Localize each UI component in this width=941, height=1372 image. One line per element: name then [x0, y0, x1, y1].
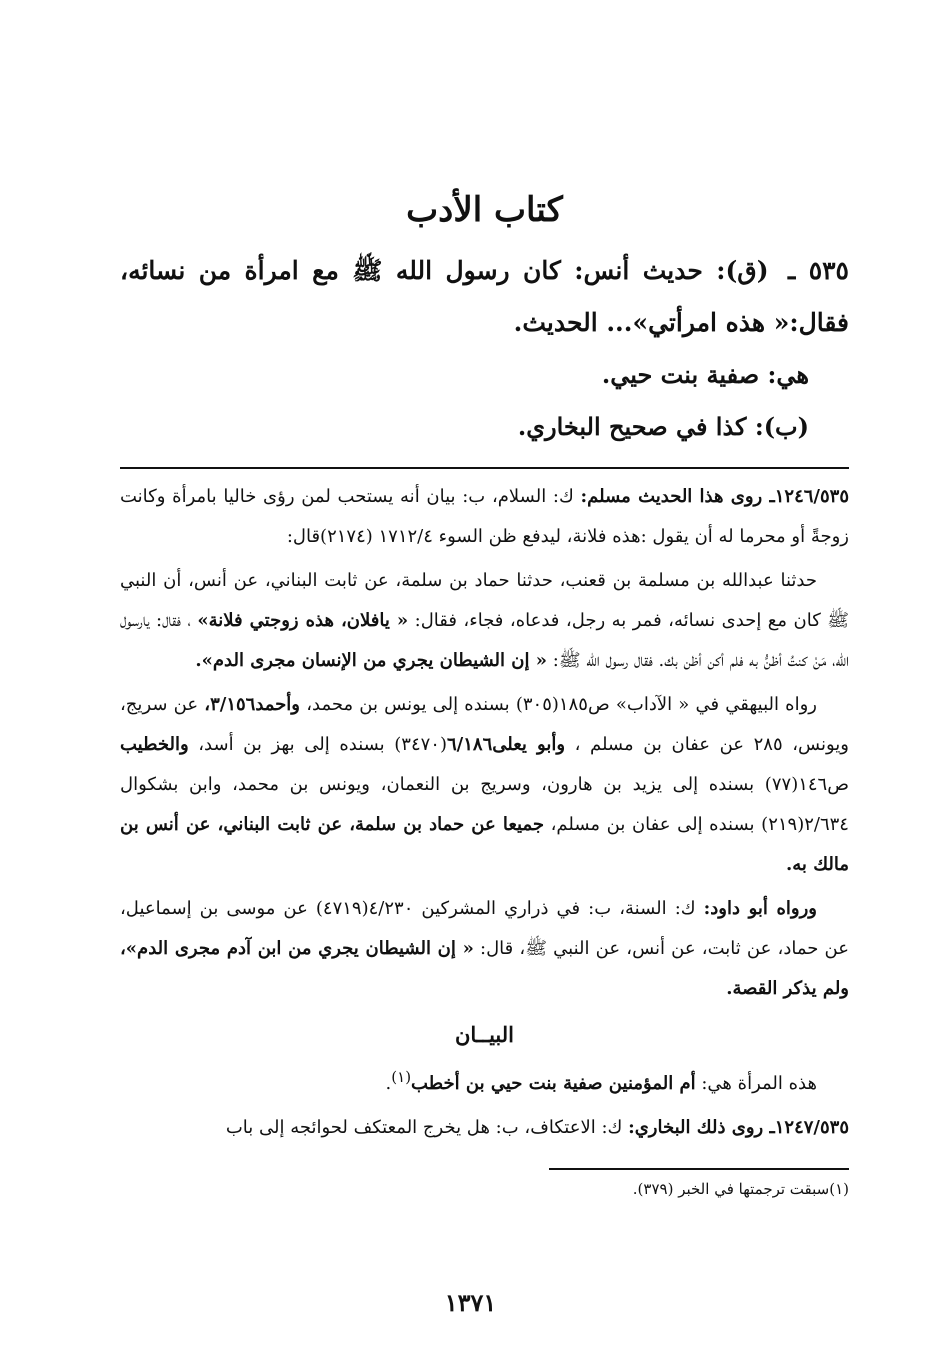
footnote-separator [549, 1168, 849, 1170]
paragraph-text: (٣٤٧٠) بسنده إلى بهز بن أسد، [198, 734, 447, 755]
bold-source: والخطيب [120, 734, 189, 755]
commentary-paragraph-6 [120, 1108, 849, 1148]
paragraph-text: هذه المرأة هي: [701, 1073, 817, 1094]
footnote: (١)سبقت ترجمتها في الخبر (٣٧٩). [632, 1180, 849, 1198]
paragraph-text: ك: السنة، ب: في ذراري المشركين ٤/٢٣٠(٤٧١٩) عن موسى بن إسماعيل، عن حماد، عن ثابت، عن أنس، عن النبي ﷺ، قال: [120, 898, 849, 959]
paragraph-text: ك: السلام، ب: بيان أنه يستحب لمن رؤى خاليا بامرأة وكانت زوجةً أو محرما له أن يقول :هذه فلانة، ليدفع ظن السوء ١٧١٢/٤ (٢١٧٤)قال: [120, 486, 849, 547]
commentary-paragraph-5 [120, 1057, 849, 1104]
hadith-heading [120, 245, 849, 349]
bold-source: وأبو يعلى٦/١٨٦ [447, 734, 566, 755]
page-number: ١٣٧١ [444, 1288, 497, 1317]
hadith-text: حديث أنس: كان رسول الله ﷺ مع امرأة من نسائه، فقال:« هذه امرأتي»... الحديث. [120, 256, 849, 337]
section-heading: البيــان [454, 1022, 515, 1047]
bold-name: أم المؤمنين صفية بنت حيي بن أخطب [411, 1073, 696, 1094]
commentary-paragraph-1 [120, 477, 849, 557]
paragraph-text: ك: الاعتكاف، ب: هل يخرج المعتكف لحوائجه إلى باب [225, 1117, 623, 1138]
reference-number: ١٢٤٧/٥٣٥ـ روى ذلك البخاري: [628, 1117, 849, 1138]
paragraph-text: رواه البيهقي في « الآداب» ص١٨٥(٣٠٥) بسنده إلى يونس بن محمد، [306, 694, 817, 715]
section-divider [120, 467, 849, 469]
reference-number: ١٢٤٦/٥٣٥ـ روى هذا الحديث مسلم: [580, 486, 849, 507]
footnote-marker[interactable]: (١) [391, 1068, 412, 1086]
commentary-paragraph-2 [120, 561, 849, 681]
chapter-title: كتاب الأدب [406, 190, 563, 230]
bold-source: وأحمد٣/١٥٦، [204, 694, 301, 715]
bold-quote: « يافلان، هذه زوجتي فلانة» [197, 610, 409, 631]
hadith-number: ٥٣٥ ـ [787, 256, 849, 285]
hadith-source-label: (ق): [716, 256, 769, 285]
paragraph-text: ، فقال: يارسول الله، مَنْ كنتُ أظنُّ به فلم أكن أظن بك. فقال رسول الله ﷺ: [120, 610, 849, 671]
paragraph-text: . [385, 1073, 392, 1094]
hadith-note: (ب): كذا في صحيح البخاري. [517, 412, 809, 441]
hadith-identification: هي: صفية بنت حيي. [601, 360, 809, 389]
commentary-paragraph-3 [120, 685, 849, 885]
paragraph-text: ص١٤٦(٧٧) بسنده إلى يزيد بن هارون، وسريج بن النعمان، ويونس بن محمد، وابن بشكوال ٢/٦٣٤(٢١٩) بسنده إلى عفان بن مسلم، [120, 774, 849, 835]
paragraph-text: حدثنا عبدالله بن مسلمة بن قعنب، حدثنا حماد بن سلمة، عن ثابت البناني، عن أنس، أن النبي ﷺ كان مع إحدى نسائه، فمر به رجل، فدعاه، فجاء، فقال: [120, 570, 849, 631]
bold-quote: « إن الشيطان يجري من ابن آدم مجرى الدم»، ولم يذكر القصة. [120, 938, 849, 999]
bold-quote: « إن الشيطان يجري من الإنسان مجرى الدم». [195, 650, 548, 671]
bold-chain: جميعا عن حماد بن سلمة، عن ثابت البناني، عن أنس بن مالك به. [120, 814, 849, 875]
paragraph-text: عن سريج، ويونس، ٢٨٥ عن عفان بن مسلم ، [120, 694, 849, 755]
commentary-paragraph-4 [120, 889, 849, 1009]
bold-source: ورواه أبو داود: [703, 898, 817, 919]
